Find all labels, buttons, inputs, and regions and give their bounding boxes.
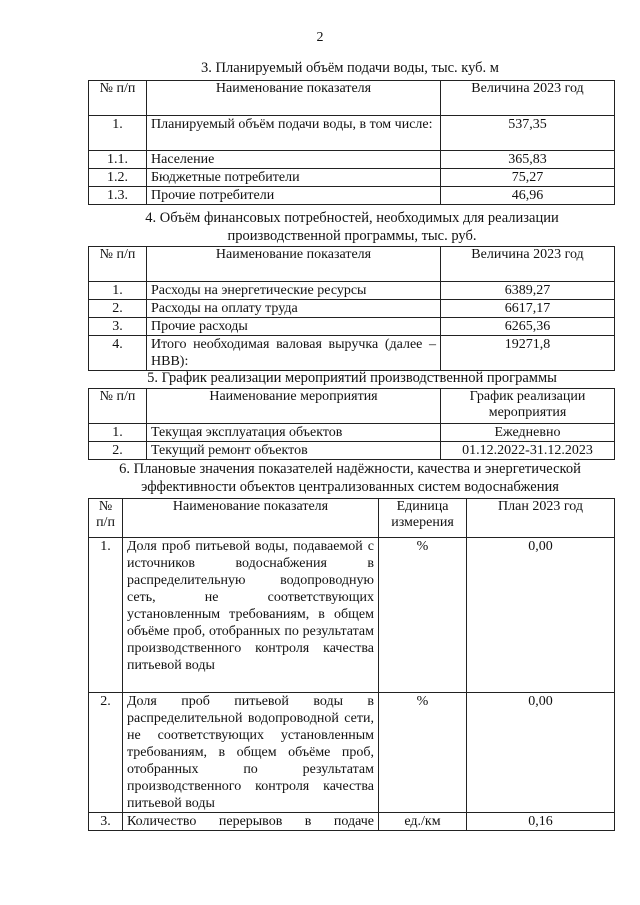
row-num: 2. <box>89 300 147 318</box>
section5-title: 5. График реализации мероприятий производственной программы <box>147 370 557 386</box>
row-name: Количество перерывов в подаче <box>123 813 379 831</box>
table-header-row <box>89 389 615 424</box>
table-row <box>89 116 615 151</box>
row-value: 537,35 <box>441 116 615 151</box>
page-number: 2 <box>316 30 324 45</box>
section6-table <box>88 498 615 831</box>
row-num: 3. <box>89 813 123 831</box>
row-name: Бюджетные потребители <box>147 169 441 187</box>
header-name: Наименование показателя <box>147 247 441 282</box>
row-num: 3. <box>89 318 147 336</box>
table-row <box>89 318 615 336</box>
row-num: 1. <box>89 538 123 693</box>
row-num: 1. <box>89 424 147 442</box>
row-num: 4. <box>89 336 147 371</box>
row-value: 6389,27 <box>441 282 615 300</box>
table-row <box>89 424 615 442</box>
header-value: Величина 2023 год <box>441 247 615 282</box>
section4-table <box>88 246 615 371</box>
header-num: № п/п <box>89 81 147 116</box>
table-row <box>89 151 615 169</box>
row-value: 0,00 <box>467 693 615 813</box>
row-value: 19271,8 <box>441 336 615 371</box>
section4-title-line2: производственной программы, тыс. руб. <box>227 228 477 244</box>
header-name: Наименование показателя <box>147 81 441 116</box>
row-value: 46,96 <box>441 187 615 205</box>
header-name: Наименование мероприятия <box>147 389 441 424</box>
section3-title: 3. Планируемый объём подачи воды, тыс. куб. м <box>201 60 499 76</box>
row-num: 1.1. <box>89 151 147 169</box>
row-name: Доля проб питьевой воды, подаваемой с источников водоснабжения в распределительную водопроводную сеть, не соответствующих установленным требованиям, в общем объёме проб, отобранных по результатам производственного контроля качества питьевой воды <box>123 538 379 693</box>
row-name: Планируемый объём подачи воды, в том числе: <box>147 116 441 151</box>
row-name: Текущая эксплуатация объектов <box>147 424 441 442</box>
table-row <box>89 187 615 205</box>
table-row <box>89 300 615 318</box>
header-num: № п/п <box>89 247 147 282</box>
table-row <box>89 442 615 460</box>
row-name: Население <box>147 151 441 169</box>
row-unit: % <box>379 693 467 813</box>
row-value: 75,27 <box>441 169 615 187</box>
header-unit: Единица измерения <box>379 499 467 538</box>
row-value: 0,00 <box>467 538 615 693</box>
row-name: Расходы на энергетические ресурсы <box>147 282 441 300</box>
row-name: Расходы на оплату труда <box>147 300 441 318</box>
table-row <box>89 693 615 813</box>
row-num: 2. <box>89 693 123 813</box>
section6-title-line1: 6. Плановые значения показателей надёжности, качества и энергетической <box>119 461 581 477</box>
table-row <box>89 538 615 693</box>
row-value: 6265,36 <box>441 318 615 336</box>
row-name: Прочие потребители <box>147 187 441 205</box>
row-num: 1.3. <box>89 187 147 205</box>
header-value: План 2023 год <box>467 499 615 538</box>
section3-table <box>88 80 615 205</box>
table-row <box>89 336 615 371</box>
section4-title-line1: 4. Объём финансовых потребностей, необходимых для реализации <box>145 210 559 226</box>
header-value: График реализации мероприятия <box>441 389 615 424</box>
row-num: 1. <box>89 282 147 300</box>
row-num: 2. <box>89 442 147 460</box>
row-name: Прочие расходы <box>147 318 441 336</box>
header-value: Величина 2023 год <box>441 81 615 116</box>
row-name: Итого необходимая валовая выручка (далее – НВВ): <box>147 336 441 371</box>
header-num: № п/п <box>89 389 147 424</box>
table-row <box>89 282 615 300</box>
row-value: Ежедневно <box>441 424 615 442</box>
row-unit: % <box>379 538 467 693</box>
row-num: 1. <box>89 116 147 151</box>
table-header-row <box>89 247 615 282</box>
table-row <box>89 169 615 187</box>
section5-table <box>88 388 615 460</box>
row-name: Текущий ремонт объектов <box>147 442 441 460</box>
section6-title-line2: эффективности объектов централизованных систем водоснабжения <box>141 479 559 495</box>
row-value: 01.12.2022-31.12.2023 <box>441 442 615 460</box>
row-name: Доля проб питьевой воды в распределительной водопроводной сети, не соответствующих установленным требованиям, в общем объёме проб, отобранных по результатам производственного контроля качества питьевой воды <box>123 693 379 813</box>
table-header-row <box>89 499 615 538</box>
row-value: 0,16 <box>467 813 615 831</box>
table-header-row <box>89 81 615 116</box>
header-name: Наименование показателя <box>123 499 379 538</box>
table-row <box>89 813 615 831</box>
header-num: № п/п <box>89 499 123 538</box>
row-value: 6617,17 <box>441 300 615 318</box>
row-unit: ед./км <box>379 813 467 831</box>
row-num: 1.2. <box>89 169 147 187</box>
row-value: 365,83 <box>441 151 615 169</box>
